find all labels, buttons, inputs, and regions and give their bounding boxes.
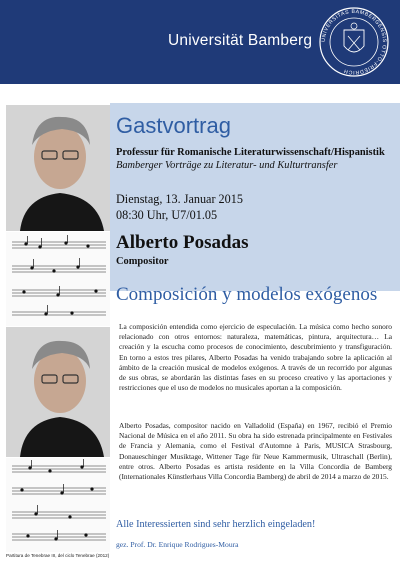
seal-text: UNIVERSITAS BAMBERGENSIS OTTO-FRIEDRICH	[320, 8, 388, 76]
image-caption: Partitura de Tenebrae III, del ciclo Tenebrae (2012)	[6, 553, 110, 558]
university-seal-icon	[318, 6, 390, 78]
talk-title: Composición y modelos exógenos	[116, 284, 378, 305]
speaker-photo-bottom	[6, 327, 110, 457]
biography-paragraph: Alberto Posadas, compositor nacido en Valladolid (España) en 1967, recibió el Premio Nacional de Música en el año 2011. Su obra ha sido estrenada principalmente en Festivales de Francia y Alemania, como el Festival d'Automne à Paris, MUSICA Strasbourg, Donaueschinger Musiktage, Wittener Tage für Neue Kammermusik, Ultraschall (Berlin), entre otros. Alberto Posadas es artista residente en la Villa Concordia de Bamberg (Internationales Künstlerhaus Villa Concordia Bamberg) de abril de 2014 a marzo de 2015.	[119, 421, 392, 482]
music-score-image-bottom	[6, 458, 110, 552]
event-time-room: 08:30 Uhr, U7/01.05	[116, 208, 218, 222]
abstract-paragraph: La composición entendida como ejercicio de especulación. La música como hecho sonoro relacionado con otros entornos: naturaleza, matemáticas, pintura, arquitectura… La creación y la escucha como procesos de conocimiento, descubrimiento y transfiguración. En torno a estos tres pilares, Alberto Posadas ha venido trabajando sobre la aplicación al ámbito de la creación musical de modelos exógenos. A través de un recorrido por algunas de sus obras, se abordarán las distintas fases en su proceso creativo y las aportaciones y restricciones que el uso de modelos no musicales aportan a la composición.	[119, 322, 392, 393]
speaker-name: Alberto Posadas	[116, 232, 249, 253]
event-type-title: Gastvortrag	[116, 113, 231, 138]
department-line: Professur für Romanische Literaturwissenschaft/Hispanistik	[116, 147, 385, 158]
speaker-photo-top	[6, 105, 110, 231]
speaker-role: Compositor	[116, 256, 169, 267]
invitation-line: Alle Interessierten sind sehr herzlich eingeladen!	[116, 519, 316, 530]
header-bar	[0, 0, 400, 84]
lecture-series-line: Bamberger Vorträge zu Literatur- und Kulturtransfer	[116, 160, 338, 171]
event-date: Dienstag, 13. Januar 2015	[116, 192, 243, 206]
music-score-image-top	[6, 232, 110, 326]
university-name: Universität Bamberg	[168, 32, 313, 49]
svg-text:UNIVERSITAS BAMBERGENSIS OTTO-	[321, 9, 387, 75]
signoff-line: gez. Prof. Dr. Enrique Rodrigues-Moura	[116, 540, 239, 549]
